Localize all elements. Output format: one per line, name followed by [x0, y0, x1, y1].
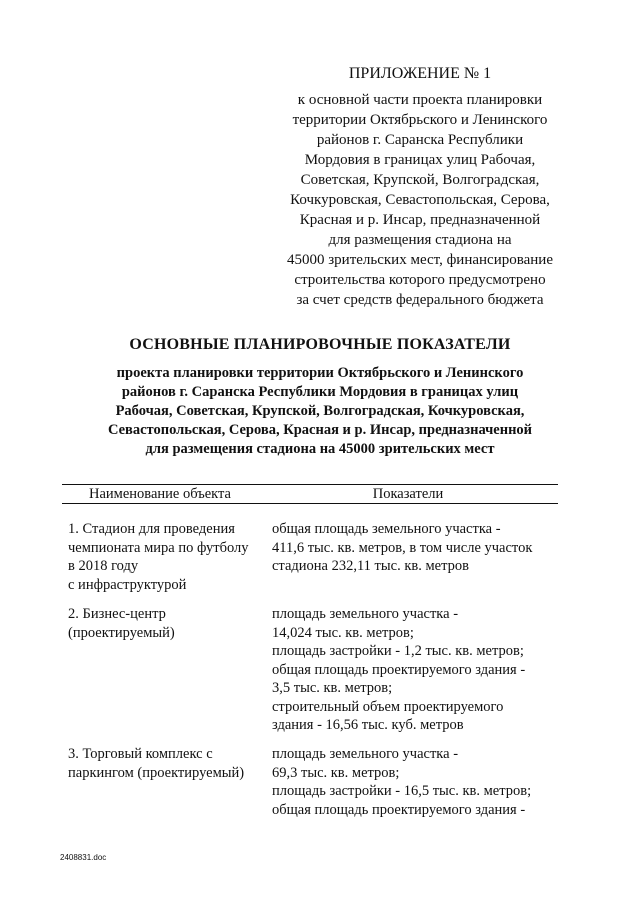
- cell-line: строительный объем проектируемого: [272, 698, 504, 715]
- appendix-line: Красная и р. Инсар, предназначенной: [299, 212, 541, 228]
- cell-line: площадь земельного участка -: [272, 746, 459, 762]
- cell-line: 1. Стадион для проведения: [68, 521, 235, 537]
- cell-line: (проектируемый): [68, 624, 175, 641]
- cell-line: чемпионата мира по футболу: [68, 539, 249, 556]
- appendix-line: территории Октябрьского и Ленинского: [292, 112, 548, 128]
- appendix-line: 45000 зрительских мест, финансирование: [287, 252, 553, 268]
- cell-line: общая площадь земельного участка -: [272, 521, 501, 537]
- column-header-indicators: Показатели: [372, 486, 444, 502]
- appendix-block: [270, 64, 570, 310]
- indicators-cell: [272, 605, 572, 735]
- appendix-line: Мордовия в границах улиц Рабочая,: [304, 152, 536, 168]
- subtitle-line: проекта планировки территории Октябрьского и Ленинского: [116, 365, 524, 381]
- indicators-cell: [272, 745, 572, 819]
- appendix-line: районов г. Саранска Республики: [316, 132, 524, 148]
- cell-line: стадиона 232,11 тыс. кв. метров: [272, 558, 469, 574]
- cell-line: площадь застройки - 16,5 тыс. кв. метров;: [272, 783, 532, 799]
- appendix-title: ПРИЛОЖЕНИЕ № 1: [348, 65, 492, 82]
- object-name-cell: [68, 745, 264, 782]
- cell-line: паркингом (проектируемый): [68, 764, 245, 781]
- document-title: ОСНОВНЫЕ ПЛАНИРОВОЧНЫЕ ПОКАЗАТЕЛИ: [129, 336, 511, 353]
- appendix-line: строительства которого предусмотрено: [294, 272, 546, 288]
- indicators-cell: [272, 520, 572, 576]
- cell-line: 411,6 тыс. кв. метров, в том числе участок: [272, 539, 533, 556]
- column-header-name: Наименование объекта: [89, 486, 231, 502]
- subtitle-line: Рабочая, Советская, Крупской, Волгоградская, Кочкуровская,: [115, 403, 525, 419]
- subtitle-line: районов г. Саранска Республики Мордовия в границах улиц: [121, 384, 519, 400]
- cell-line: общая площадь проектируемого здания -: [272, 661, 526, 678]
- cell-line: 2. Бизнес-центр: [68, 606, 166, 622]
- subtitle-line: для размещения стадиона на 45000 зрительских мест: [145, 441, 495, 457]
- appendix-line: к основной части проекта планировки: [297, 92, 543, 108]
- cell-line: с инфраструктурой: [68, 576, 187, 593]
- cell-line: 69,3 тыс. кв. метров;: [272, 764, 400, 781]
- cell-line: 14,024 тыс. кв. метров;: [272, 624, 414, 641]
- cell-line: общая площадь проектируемого здания -: [272, 801, 526, 818]
- file-name-footer: 2408831.doc: [60, 853, 107, 862]
- cell-line: в 2018 году: [68, 558, 139, 574]
- indicators-table: [62, 484, 558, 818]
- object-name-cell: [68, 520, 264, 594]
- cell-line: площадь застройки - 1,2 тыс. кв. метров;: [272, 643, 524, 659]
- object-name-cell: [68, 605, 264, 642]
- document-subtitle: [60, 364, 580, 459]
- subtitle-line: Севастопольская, Серова, Красная и р. Инсар, предназначенной: [107, 422, 533, 438]
- cell-line: 3. Торговый комплекс с: [68, 746, 213, 762]
- cell-line: 3,5 тыс. кв. метров;: [272, 680, 393, 696]
- appendix-line: Советская, Крупской, Волгоградская,: [300, 172, 540, 188]
- cell-line: площадь земельного участка -: [272, 606, 459, 622]
- appendix-line: для размещения стадиона на: [328, 232, 512, 248]
- cell-line: здания - 16,56 тыс. куб. метров: [272, 717, 464, 733]
- appendix-line: Кочкуровская, Севастопольская, Серова,: [290, 192, 550, 208]
- table-header: [62, 484, 558, 504]
- appendix-line: за счет средств федерального бюджета: [296, 292, 544, 308]
